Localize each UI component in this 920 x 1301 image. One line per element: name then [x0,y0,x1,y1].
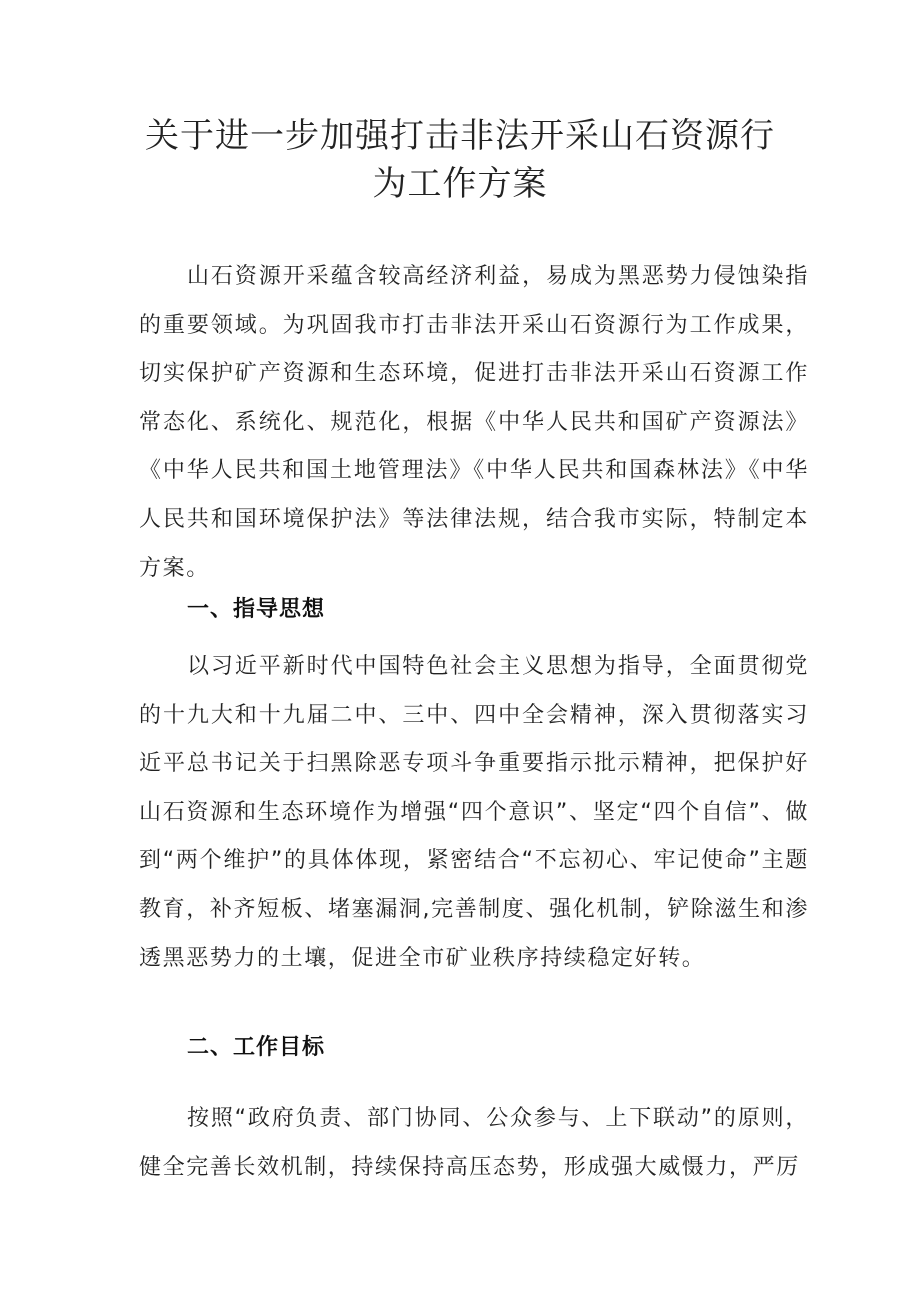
section-heading-guiding-ideology: 一、指导思想 [187,597,326,622]
document-title-line-1: 关于进一步加强打击非法开采山石资源行 [145,116,775,156]
section-heading-work-goals: 二、工作目标 [187,1035,326,1060]
section-body-guiding-ideology: 以习近平新时代中国特色社会主义思想为指导，全面贯彻党的十九大和十九届二中、三中、四中全会精神，深入贯彻落实习近平总书记关于扫黑除恶专项斗争重要指示批示精神，把保护好山石资源和生态环境作为增强“四个意识”、坚定“四个自信”、做到“两个维护”的具体体现，紧密结合“不忘初心、牢记使命”主题教育，补齐短板、堵塞漏洞,完善制度、强化机制，铲除滋生和渗透黑恶势力的土壤，促进全市矿业秩序持续稳定好转。 [139,654,809,971]
intro-paragraph: 山石资源开采蕴含较高经济利益，易成为黑恶势力侵蚀染指的重要领域。为巩固我市打击非法开采山石资源行为工作成果，切实保护矿产资源和生态环境，促进打击非法开采山石资源工作常态化、系统化、规范化，根据《中华人民共和国矿产资源法》《中华人民共和国土地管理法》《中华人民共和国森林法》《中华人民共和国环境保护法》等法律法规，结合我市实际，特制定本方案。 [139,264,809,581]
section-body-work-goals: 按照“政府负责、部门协同、公众参与、上下联动”的原则，健全完善长效机制，持续保持高压态势，形成强大威慑力，严厉 [139,1106,809,1180]
document-title-line-2: 为工作方案 [372,164,548,204]
